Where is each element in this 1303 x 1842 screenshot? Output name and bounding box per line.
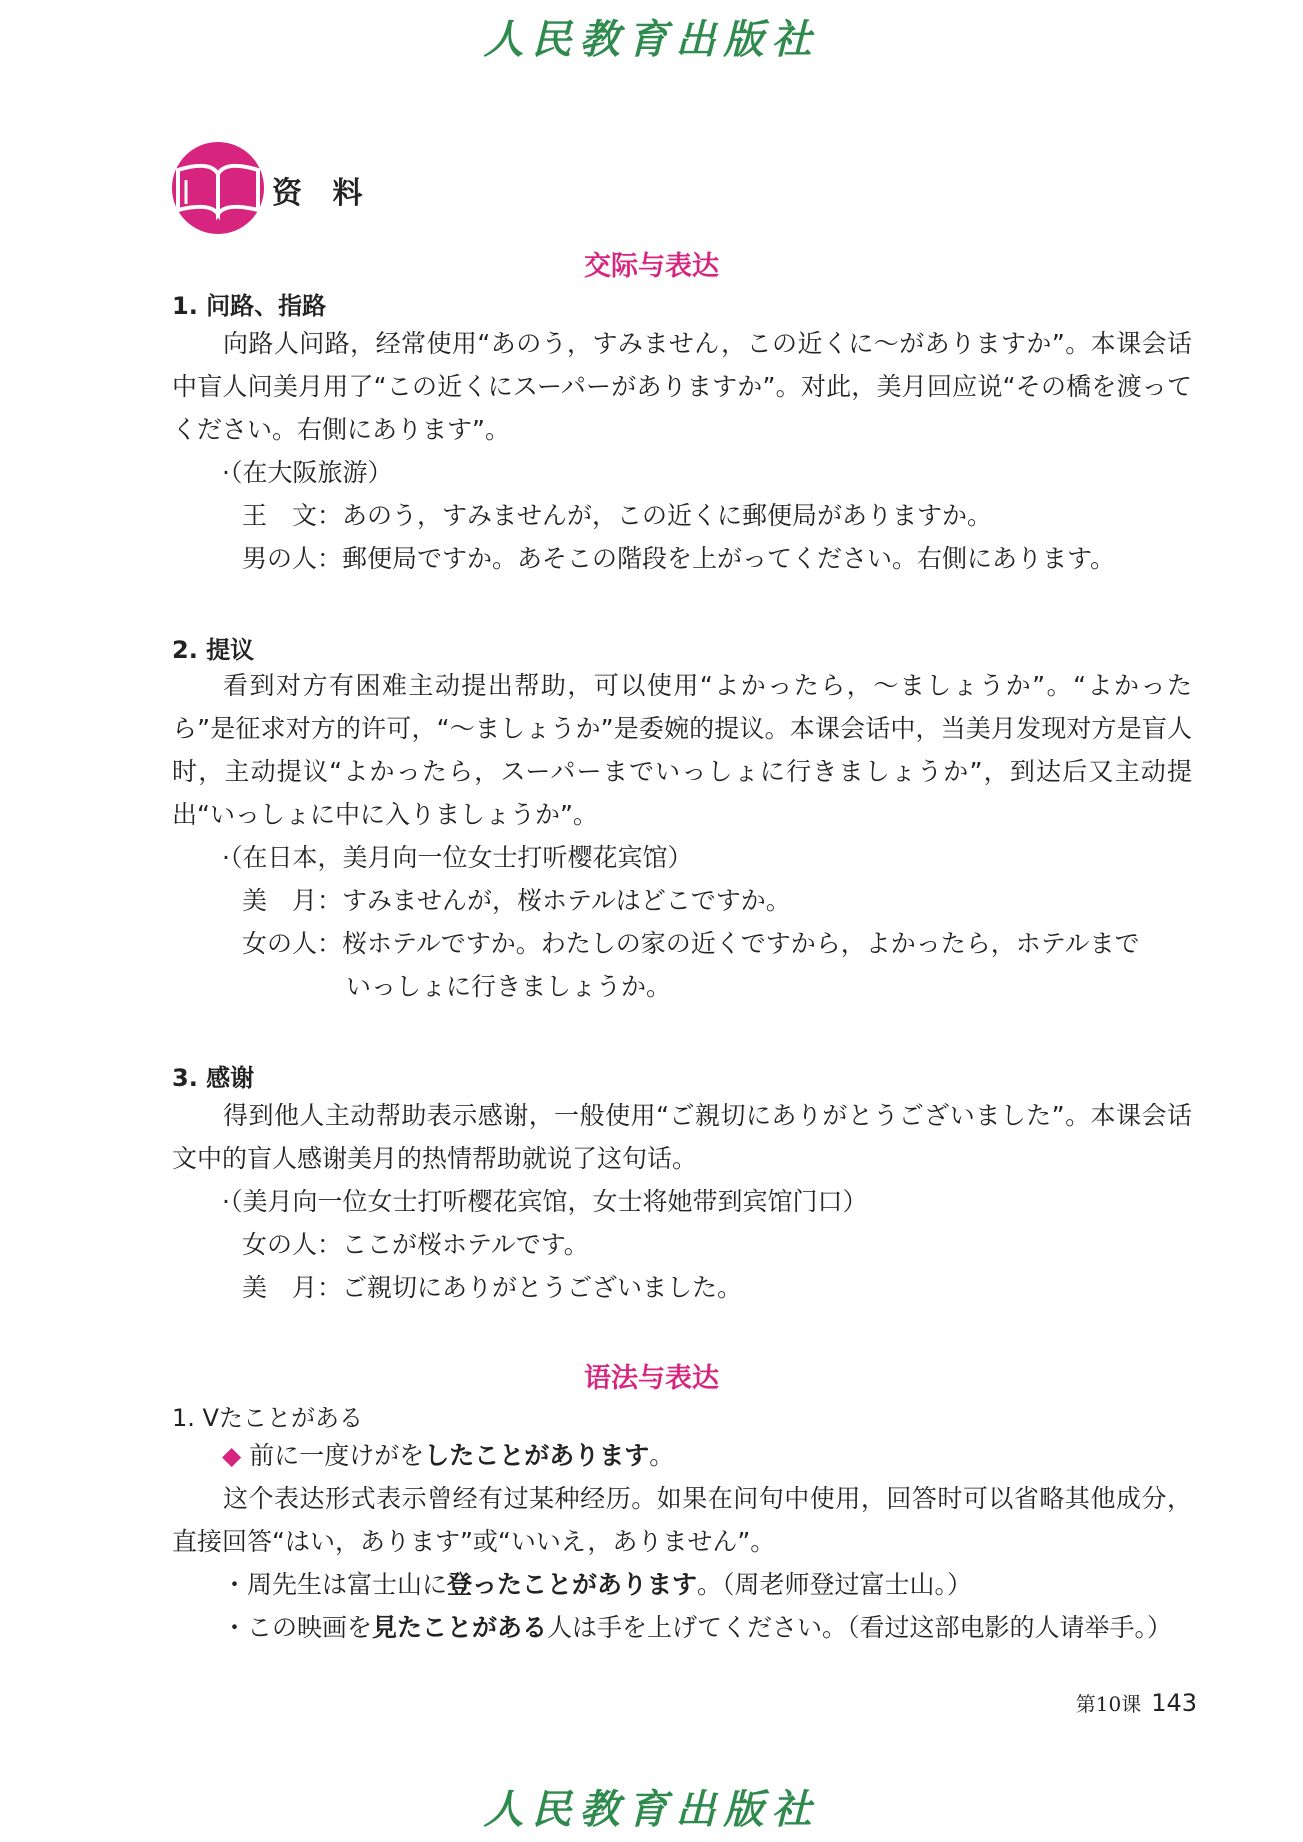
example-text-end: 人は手を上げてください。（看过这部电影的人请举手。） (547, 1613, 1173, 1642)
speaker: 男の人： (242, 544, 343, 573)
example-note: ·（在日本，美月向一位女士打听樱花宾馆） (222, 843, 693, 872)
dialog-text: 郵便局ですか。あそこの階段を上がってください。右側にあります。 (342, 544, 1116, 573)
dialog-continuation: いっしょに行きましょうか。 (346, 972, 672, 1001)
example-text-end: 。（周老师登过富士山。） (697, 1570, 973, 1599)
paragraph-gratitude: 得到他人主动帮助表示感谢，一般使用“ご親切にありがとうございました”。本课会话文中的盲人感谢美月的热情帮助就说了这句话。 (172, 1101, 1192, 1173)
dialog-line (242, 879, 1192, 922)
lesson-label: 第10课 (1075, 1692, 1142, 1716)
publisher-logo-bottom: 人民教育出版社 (483, 1786, 820, 1833)
speaker: 女の人： (242, 1230, 343, 1259)
dialog-text: あのう，すみませんが，この近くに郵便局がありますか。 (342, 501, 993, 530)
page-footer (1076, 1688, 1197, 1717)
item-title-grammar-pattern: 1. Vたことがある (172, 1404, 363, 1432)
item-title-asking-directions: 1. 问路、指路 (172, 292, 327, 320)
dialog-line (242, 922, 1192, 965)
paragraph-grammar: 这个表达形式表示曾经有过某种经历。如果在问句中使用，回答时可以省略其他成分，直接回答“はい，あります”或“いいえ，ありません”。 (172, 1484, 1192, 1556)
dialog-line (242, 494, 1192, 537)
example-highlight: したことがあります (424, 1441, 650, 1470)
section-title-communication: 交际与表达 (584, 251, 719, 282)
dialog-text: ここが桜ホテルです。 (342, 1230, 589, 1259)
grammar-example-2 (222, 1606, 1172, 1649)
grammar-example-1 (222, 1563, 972, 1606)
dialog-line (242, 1223, 1192, 1266)
example-text: ・この映画を (222, 1613, 373, 1642)
dialog-text: ご親切にありがとうございました。 (342, 1273, 743, 1302)
page-title: 资 料 (272, 176, 373, 211)
dialog-text: すみませんが，桜ホテルはどこですか。 (342, 886, 791, 915)
speaker: 女の人： (242, 929, 343, 958)
publisher-logo-top: 人民教育出版社 (483, 16, 820, 63)
item-title-gratitude: 3. 感谢 (172, 1064, 255, 1092)
speaker: 美 月： (242, 886, 343, 915)
example-text: 前に一度けがを (249, 1441, 425, 1470)
dialog-text: 桜ホテルですか。わたしの家の近くですから，よかったら，ホテルまで (342, 929, 1140, 958)
grammar-main-example (222, 1434, 674, 1477)
book-icon (170, 140, 266, 236)
paragraph-asking-directions: 向路人问路，经常使用“あのう，すみません，この近くに～がありますか”。本课会话中盲人问美月用了“この近くにスーパーがありますか”。对此，美月回应说“その橋を渡ってください。右側にあります”。 (172, 329, 1192, 444)
speaker: 美 月： (242, 1273, 343, 1302)
example-highlight: 見たことがある (372, 1613, 548, 1642)
item-title-proposal: 2. 提议 (172, 636, 255, 664)
diamond-bullet-icon: ◆ (222, 1441, 242, 1470)
example-text: ・周先生は富士山に (222, 1570, 448, 1599)
section-title-grammar: 语法与表达 (584, 1363, 719, 1394)
example-text-end: 。 (649, 1441, 675, 1470)
example-note: ·（美月向一位女士打听樱花宾馆，女士将她带到宾馆门口） (222, 1187, 868, 1216)
page-number: 143 (1151, 1689, 1197, 1717)
example-note: ·（在大阪旅游） (222, 458, 393, 487)
dialog-line (242, 1266, 1192, 1309)
example-highlight: 登ったことがあります (447, 1570, 698, 1599)
speaker: 王 文： (242, 501, 343, 530)
paragraph-proposal: 看到对方有困难主动提出帮助，可以使用“よかったら，～ましょうか”。“よかったら”是征求对方的许可，“～ましょうか”是委婉的提议。本课会话中，当美月发现对方是盲人时，主动提议“よかったら，スーパーまでいっしょに行きましょうか”，到达后又主动提出“いっしょに中に入りましょうか”。 (172, 671, 1192, 829)
dialog-line (242, 537, 1192, 580)
